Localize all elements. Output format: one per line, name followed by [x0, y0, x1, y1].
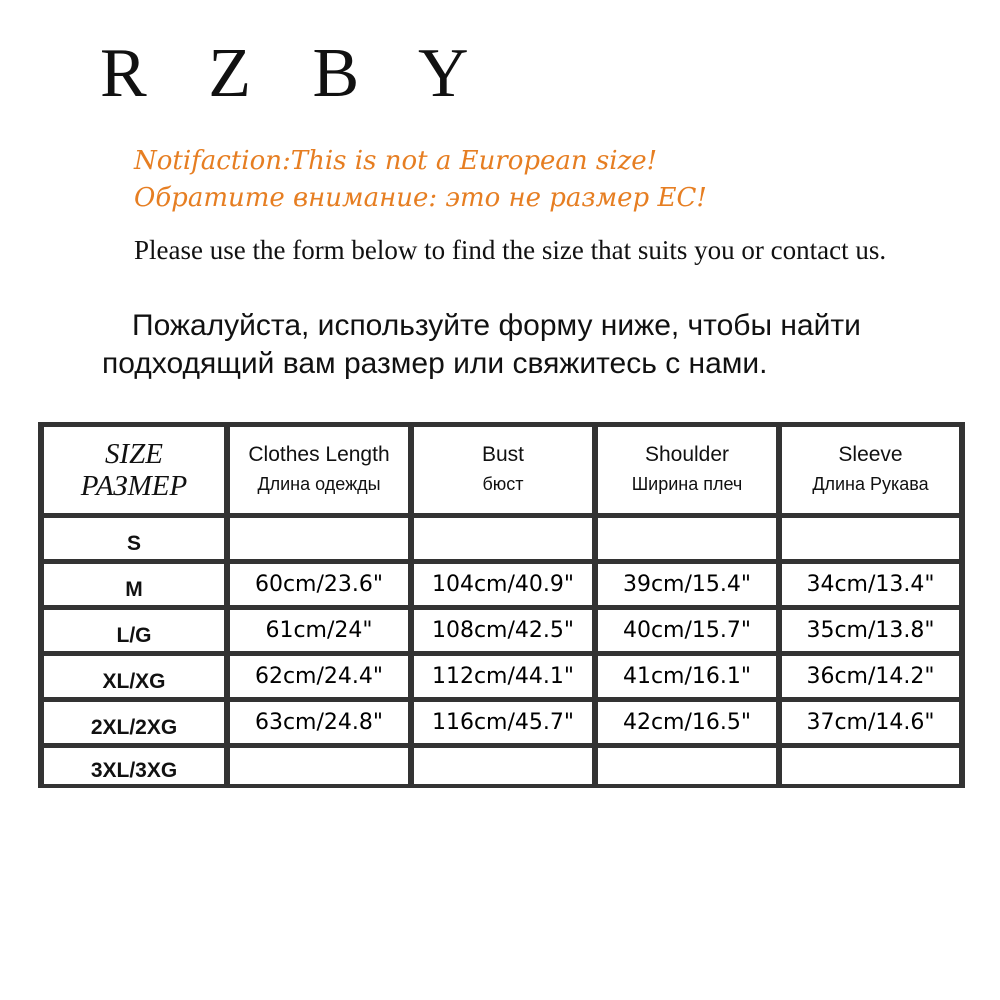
intro-russian: Пожалуйста, используйте форму ниже, чтобы найти подходящий вам размер или свяжитесь с нами. — [102, 309, 861, 380]
brand-logo: R Z B Y — [100, 35, 491, 112]
column-header-en: Clothes Length — [248, 443, 390, 466]
value-cell: 108cm/42.5" — [414, 610, 592, 651]
column-header-shoulder — [598, 427, 776, 513]
value-cell — [230, 748, 408, 784]
size-header-ru: РАЗМЕР — [80, 470, 188, 502]
size-header-en: SIZE — [105, 438, 163, 470]
value-cell — [230, 518, 408, 559]
value-cell: 37cm/14.6" — [782, 702, 959, 743]
intro-english: Please use the form below to find the size that suits you or contact us. — [134, 235, 887, 265]
size-cell-s: S — [44, 518, 224, 559]
value-cell — [782, 748, 959, 784]
column-header-ru: Ширина плеч — [631, 474, 743, 494]
column-header-clothes-length — [230, 427, 408, 513]
value-cell — [414, 748, 592, 784]
column-header-ru: Длина Рукава — [812, 474, 929, 494]
size-cell-2xl: 2XL/2XG — [44, 702, 224, 743]
value-cell: 104cm/40.9" — [414, 564, 592, 605]
value-cell: 39cm/15.4" — [598, 564, 776, 605]
value-cell — [598, 748, 776, 784]
size-cell-xl: XL/XG — [44, 656, 224, 697]
size-cell-3xl: 3XL/3XG — [44, 748, 224, 784]
value-cell: 35cm/13.8" — [782, 610, 959, 651]
value-cell: 40cm/15.7" — [598, 610, 776, 651]
value-cell: 60cm/23.6" — [230, 564, 408, 605]
value-cell: 116cm/45.7" — [414, 702, 592, 743]
value-cell: 63cm/24.8" — [230, 702, 408, 743]
column-header-sleeve — [782, 427, 959, 513]
value-cell: 62cm/24.4" — [230, 656, 408, 697]
value-cell — [598, 518, 776, 559]
size-chart-table — [38, 422, 965, 788]
size-cell-m: M — [44, 564, 224, 605]
column-header-en: Shoulder — [644, 443, 730, 466]
column-header-en: Sleeve — [838, 443, 903, 466]
column-header-ru: Длина одежды — [257, 474, 381, 494]
value-cell: 41cm/16.1" — [598, 656, 776, 697]
column-header-ru: бюст — [482, 474, 524, 494]
value-cell: 112cm/44.1" — [414, 656, 592, 697]
size-cell-l: L/G — [44, 610, 224, 651]
notice-english: Notifaction:This is not a European size! — [134, 146, 658, 176]
value-cell — [414, 518, 592, 559]
value-cell: 34cm/13.4" — [782, 564, 959, 605]
value-cell — [782, 518, 959, 559]
value-cell: 61cm/24" — [230, 610, 408, 651]
value-cell: 36cm/14.2" — [782, 656, 959, 697]
size-header-cell — [44, 427, 224, 513]
column-header-bust — [414, 427, 592, 513]
value-cell: 42cm/16.5" — [598, 702, 776, 743]
notice-russian: Обратите внимание: это не размер ЕС! — [134, 183, 707, 213]
column-header-en: Bust — [481, 443, 525, 466]
